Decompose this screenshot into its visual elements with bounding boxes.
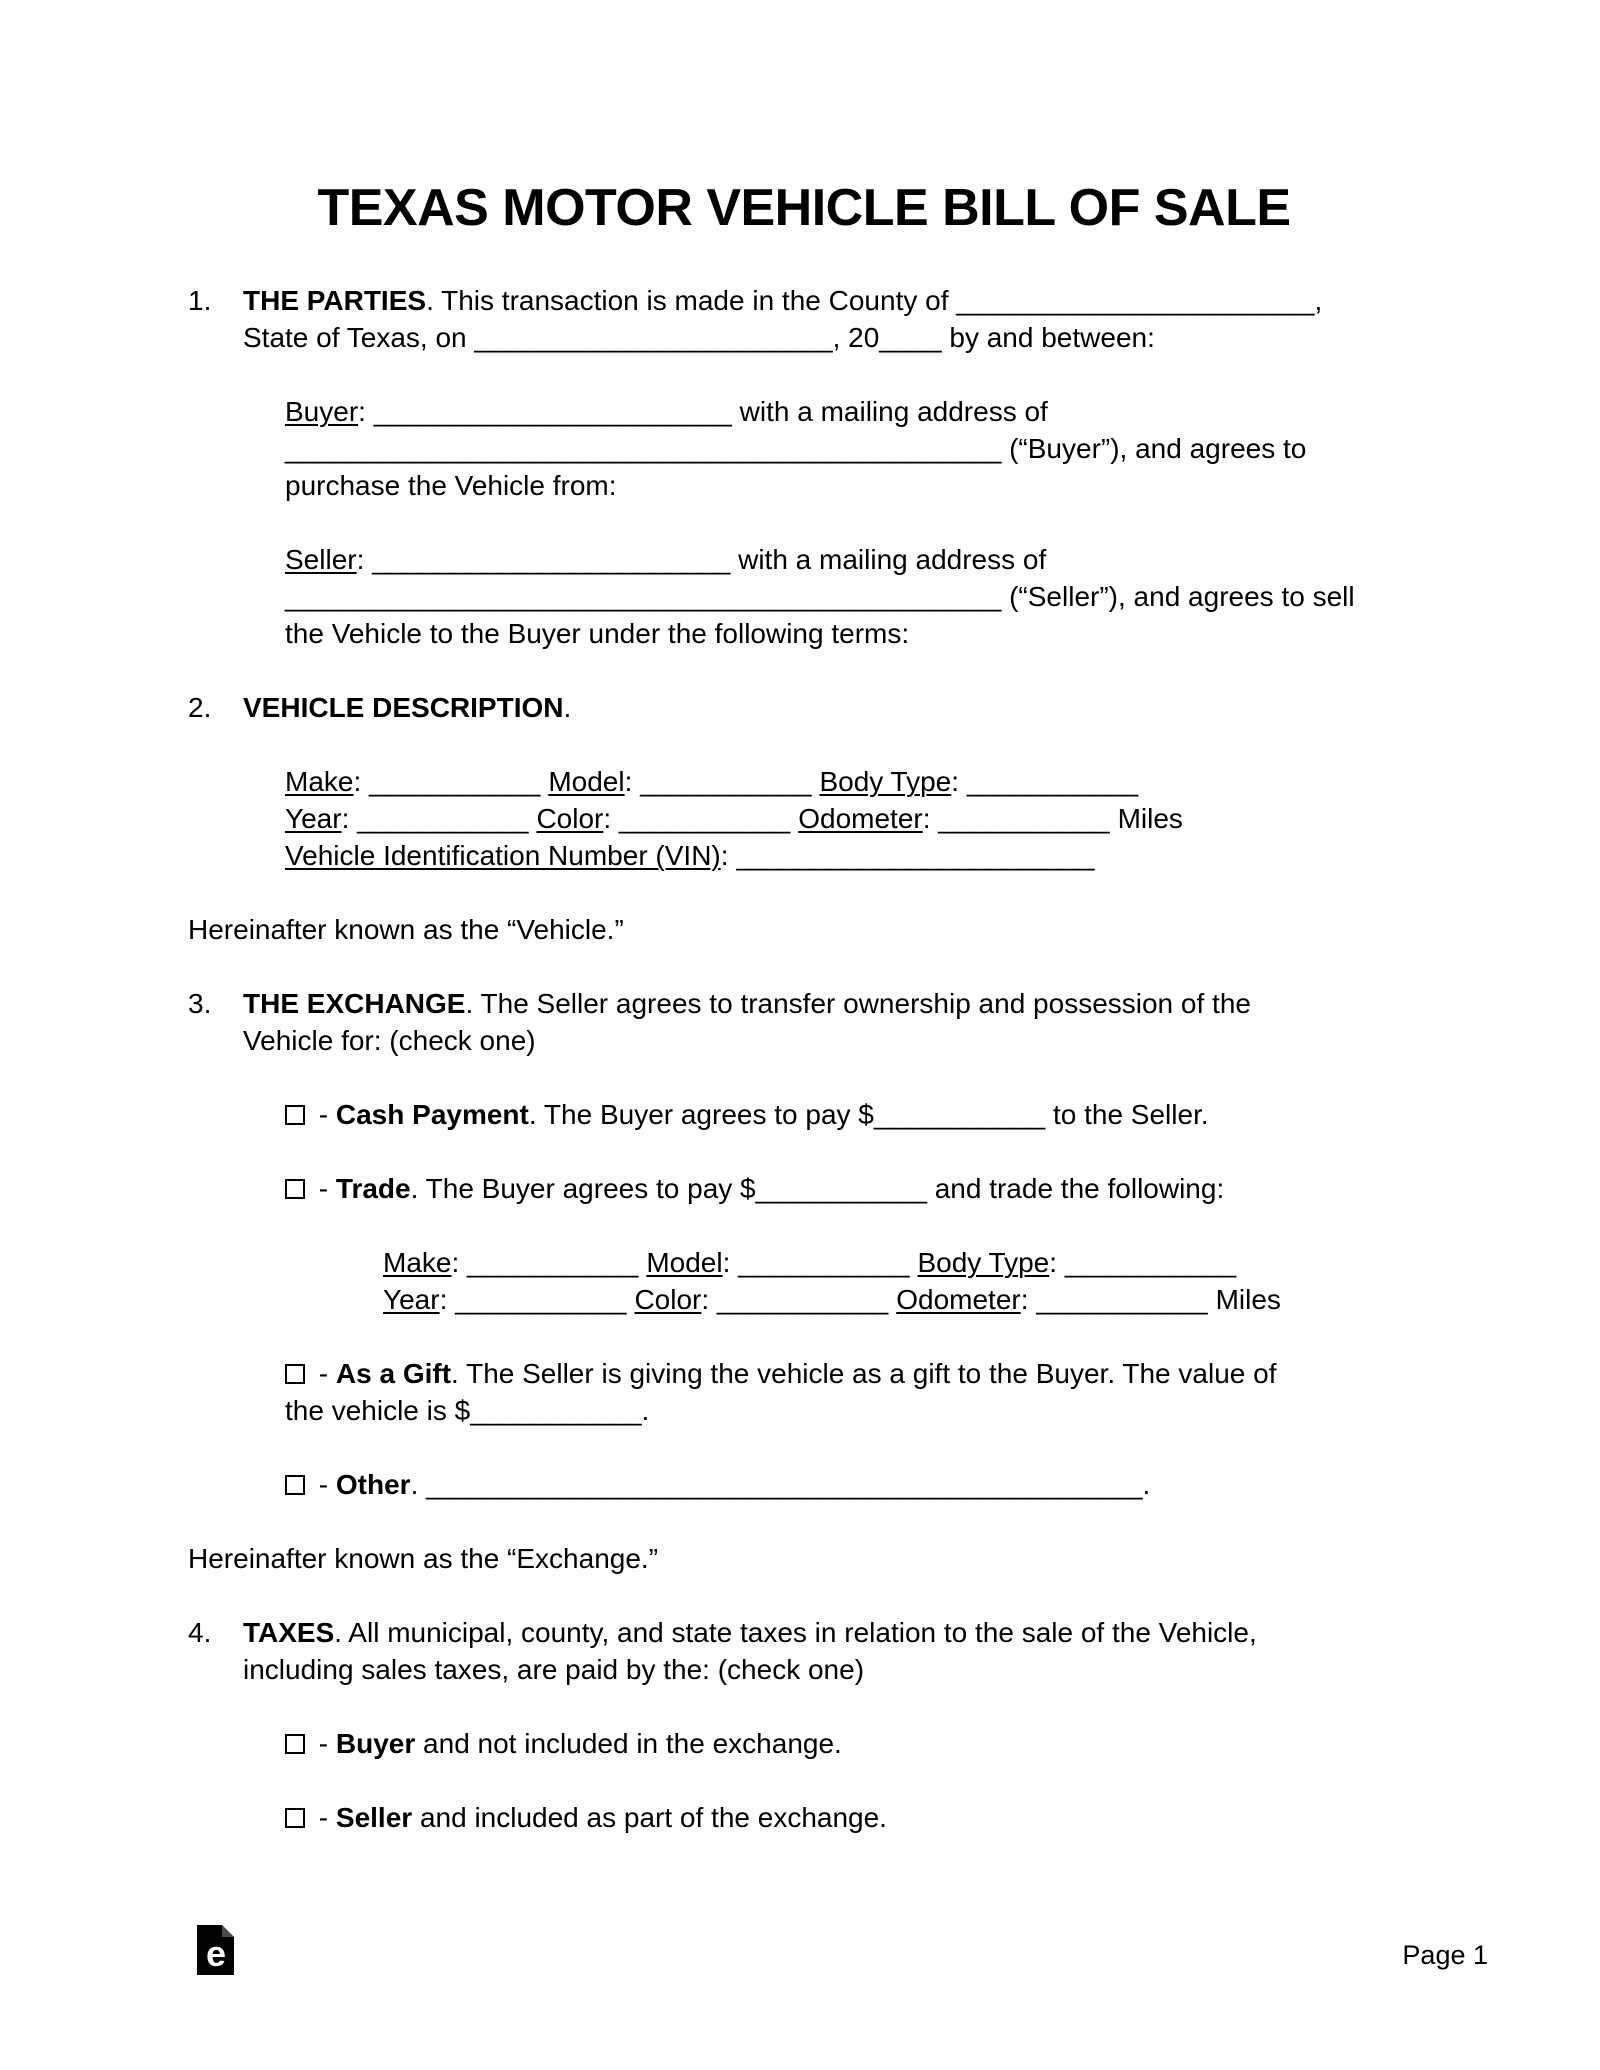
vehicle-note-line <box>188 911 1420 948</box>
blank-other: ______________________________________________ <box>426 1469 1143 1500</box>
model-label: Model <box>646 1247 723 1278</box>
colon: : <box>341 803 358 834</box>
eforms-logo <box>197 1925 234 1975</box>
checkbox-taxes-buyer <box>285 1734 305 1754</box>
exchange-text-2: Vehicle for: (check one) <box>243 1025 536 1056</box>
blank-make: ___________ <box>369 766 541 797</box>
buyer-line-3 <box>285 467 1420 504</box>
colon: : <box>1049 1247 1065 1278</box>
parties-text-2: State of Texas, on <box>243 322 475 353</box>
year-label: Year <box>383 1284 440 1315</box>
blank-year: ___________ <box>455 1284 627 1315</box>
gift-text-2: the vehicle is $ <box>285 1395 471 1426</box>
year-label: Year <box>285 803 342 834</box>
gift-text-1: . The Seller is giving the vehicle as a gift to the Buyer. The value of <box>451 1358 1277 1389</box>
trade-end: and trade the following: <box>926 1173 1225 1204</box>
buyer-paragraph <box>285 393 1420 504</box>
checkbox-cash-payment <box>285 1105 305 1125</box>
section-parties <box>188 282 1420 356</box>
item-number: 4. <box>188 1617 212 1648</box>
seller-label: Seller <box>285 544 357 575</box>
cash-label: Cash Payment <box>335 1099 529 1130</box>
seller-text-1: with a mailing address of <box>730 544 1047 575</box>
taxes-seller-text: and included as part of the exchange. <box>412 1802 887 1833</box>
section-exchange <box>188 985 1420 1059</box>
dash: - <box>311 1099 336 1130</box>
blank-date: _______________________ <box>474 322 833 353</box>
miles-label: Miles <box>1215 1284 1281 1315</box>
buyer-label: Buyer <box>285 396 359 427</box>
other-dot: . <box>410 1469 427 1500</box>
blank-odometer: ___________ <box>938 803 1110 834</box>
dash: - <box>311 1469 336 1500</box>
section-vehicle-description <box>188 689 1420 726</box>
seller-line-2 <box>285 578 1420 615</box>
colon: : <box>439 1284 456 1315</box>
other-label: Other <box>335 1469 411 1500</box>
cash-text: . The Buyer agrees to pay $ <box>528 1099 874 1130</box>
blank-buyer-address: ______________________________________________ <box>285 433 1002 464</box>
colon: : <box>722 1247 739 1278</box>
buyer-text-2: (“Buyer”), and agrees to <box>1001 433 1307 464</box>
blank-year: ___________ <box>357 803 529 834</box>
blank-model: ___________ <box>738 1247 910 1278</box>
taxes-buyer-text: and not included in the exchange. <box>415 1728 842 1759</box>
seller-line-1 <box>285 541 1420 578</box>
dash: - <box>311 1173 336 1204</box>
option-trade <box>285 1170 1420 1207</box>
blank-body-type: ___________ <box>1064 1247 1237 1278</box>
checkbox-trade <box>285 1179 305 1199</box>
option-gift <box>285 1355 1420 1429</box>
blank-vin: _______________________ <box>736 840 1095 871</box>
option-cash-payment <box>285 1096 1420 1133</box>
model-label: Model <box>548 766 625 797</box>
trade-line <box>285 1170 1420 1207</box>
taxes-line-1 <box>188 1614 1420 1651</box>
gift-line-1 <box>285 1355 1420 1392</box>
vehicle-make-row <box>383 1244 1420 1281</box>
logo-letter: e <box>205 1933 227 1974</box>
exchange-note-text: Hereinafter known as the “Exchange.” <box>188 1543 659 1574</box>
blank-county: _______________________ <box>956 285 1315 316</box>
seller-colon: : <box>356 544 373 575</box>
other-line <box>285 1466 1420 1503</box>
colon: : <box>451 1247 468 1278</box>
section-heading: TAXES <box>243 1617 335 1648</box>
exchange-note-line <box>188 1540 1420 1577</box>
buyer-line-2 <box>285 430 1420 467</box>
colon: : <box>624 766 641 797</box>
parties-text-1: . This transaction is made in the County of <box>426 285 957 316</box>
taxes-text-2: including sales taxes, are paid by the: (check one) <box>243 1654 865 1685</box>
blank-year: ____ <box>879 322 942 353</box>
taxes-buyer-label: Buyer <box>335 1728 416 1759</box>
exchange-line-1 <box>188 985 1420 1022</box>
item-number: 2. <box>188 692 212 723</box>
miles-label: Miles <box>1117 803 1183 834</box>
colon: : <box>353 766 370 797</box>
option-taxes-buyer <box>285 1725 1420 1762</box>
body-type-label: Body Type <box>917 1247 1050 1278</box>
heading-period: . <box>563 692 572 723</box>
blank-model: ___________ <box>640 766 812 797</box>
blank-color: ___________ <box>716 1284 889 1315</box>
body-type-label: Body Type <box>819 766 952 797</box>
trade-text: . The Buyer agrees to pay $ <box>410 1173 756 1204</box>
colon: : <box>701 1284 717 1315</box>
cash-line <box>285 1096 1420 1133</box>
odometer-label: Odometer <box>798 803 923 834</box>
blank-buyer-name: _______________________ <box>373 396 732 427</box>
taxes-line-2 <box>243 1651 1420 1688</box>
vehicle-vin-row <box>285 837 1420 874</box>
vehicle-note-text: Hereinafter known as the “Vehicle.” <box>188 914 624 945</box>
blank-seller-address: ______________________________________________ <box>285 581 1002 612</box>
vin-label: Vehicle Identification Number (VIN) <box>285 840 721 871</box>
item-number: 1. <box>188 285 212 316</box>
seller-text-2: (“Seller”), and agrees to sell <box>1001 581 1355 612</box>
buyer-text-1: with a mailing address of <box>731 396 1048 427</box>
section-taxes <box>188 1614 1420 1688</box>
blank-cash-amount: ___________ <box>873 1099 1046 1130</box>
seller-line-3 <box>285 615 1420 652</box>
colon: : <box>922 803 939 834</box>
colon: : <box>951 766 967 797</box>
colon: : <box>720 840 737 871</box>
section-heading: THE PARTIES <box>243 285 427 316</box>
exchange-note <box>188 1540 1420 1577</box>
make-label: Make <box>383 1247 452 1278</box>
buyer-text-3: purchase the Vehicle from: <box>285 470 617 501</box>
blank-body-type: ___________ <box>966 766 1139 797</box>
blank-seller-name: _______________________ <box>372 544 731 575</box>
blank-trade-amount: ___________ <box>755 1173 927 1204</box>
checkbox-taxes-seller <box>285 1808 305 1828</box>
taxes-seller-line <box>285 1799 1420 1836</box>
dash: - <box>311 1802 336 1833</box>
color-label: Color <box>634 1284 702 1315</box>
gift-label: As a Gift <box>335 1358 452 1389</box>
colon: : <box>1020 1284 1037 1315</box>
parties-text-4: by and between: <box>941 322 1155 353</box>
vehicle-year-row <box>285 800 1420 837</box>
vehicle-fields <box>285 763 1420 874</box>
parties-line-1 <box>188 282 1420 319</box>
taxes-seller-label: Seller <box>335 1802 413 1833</box>
gift-line-2 <box>285 1392 1420 1429</box>
exchange-text-1: . The Seller agrees to transfer ownership and possession of the <box>465 988 1251 1019</box>
vehicle-description-heading <box>188 689 1420 726</box>
parties-text-3: , 20 <box>832 322 880 353</box>
colon: : <box>603 803 619 834</box>
seller-text-3: the Vehicle to the Buyer under the following terms: <box>285 618 910 649</box>
parties-comma: , <box>1314 285 1323 316</box>
page-number: Page 1 <box>1402 1940 1488 1970</box>
odometer-label: Odometer <box>896 1284 1021 1315</box>
section-heading: VEHICLE DESCRIPTION <box>243 692 564 723</box>
seller-paragraph <box>285 541 1420 652</box>
checkbox-gift <box>285 1364 305 1384</box>
item-number: 3. <box>188 988 212 1019</box>
dash: - <box>311 1728 336 1759</box>
vehicle-note <box>188 911 1420 948</box>
option-taxes-seller <box>285 1799 1420 1836</box>
make-label: Make <box>285 766 354 797</box>
blank-odometer: ___________ <box>1036 1284 1208 1315</box>
page-title: TEXAS MOTOR VEHICLE BILL OF SALE <box>317 179 1291 237</box>
blank-make: ___________ <box>467 1247 639 1278</box>
taxes-buyer-line <box>285 1725 1420 1762</box>
other-end: . <box>1142 1469 1151 1500</box>
gift-end: . <box>641 1395 650 1426</box>
checkbox-other <box>285 1475 305 1495</box>
blank-color: ___________ <box>618 803 791 834</box>
trade-label: Trade <box>335 1173 411 1204</box>
dash: - <box>311 1358 336 1389</box>
taxes-text-1: . All municipal, county, and state taxes in relation to the sale of the Vehicle, <box>334 1617 1257 1648</box>
vehicle-make-row <box>285 763 1420 800</box>
parties-line-2 <box>243 319 1420 356</box>
exchange-line-2 <box>243 1022 1420 1059</box>
trade-vehicle-rows <box>383 1244 1420 1318</box>
blank-gift-value: ___________ <box>470 1395 642 1426</box>
option-other <box>285 1466 1420 1503</box>
vehicle-year-row <box>383 1281 1420 1318</box>
buyer-line-1 <box>285 393 1420 430</box>
section-heading: THE EXCHANGE <box>243 988 466 1019</box>
buyer-colon: : <box>358 396 374 427</box>
color-label: Color <box>536 803 604 834</box>
cash-end: to the Seller. <box>1045 1099 1209 1130</box>
